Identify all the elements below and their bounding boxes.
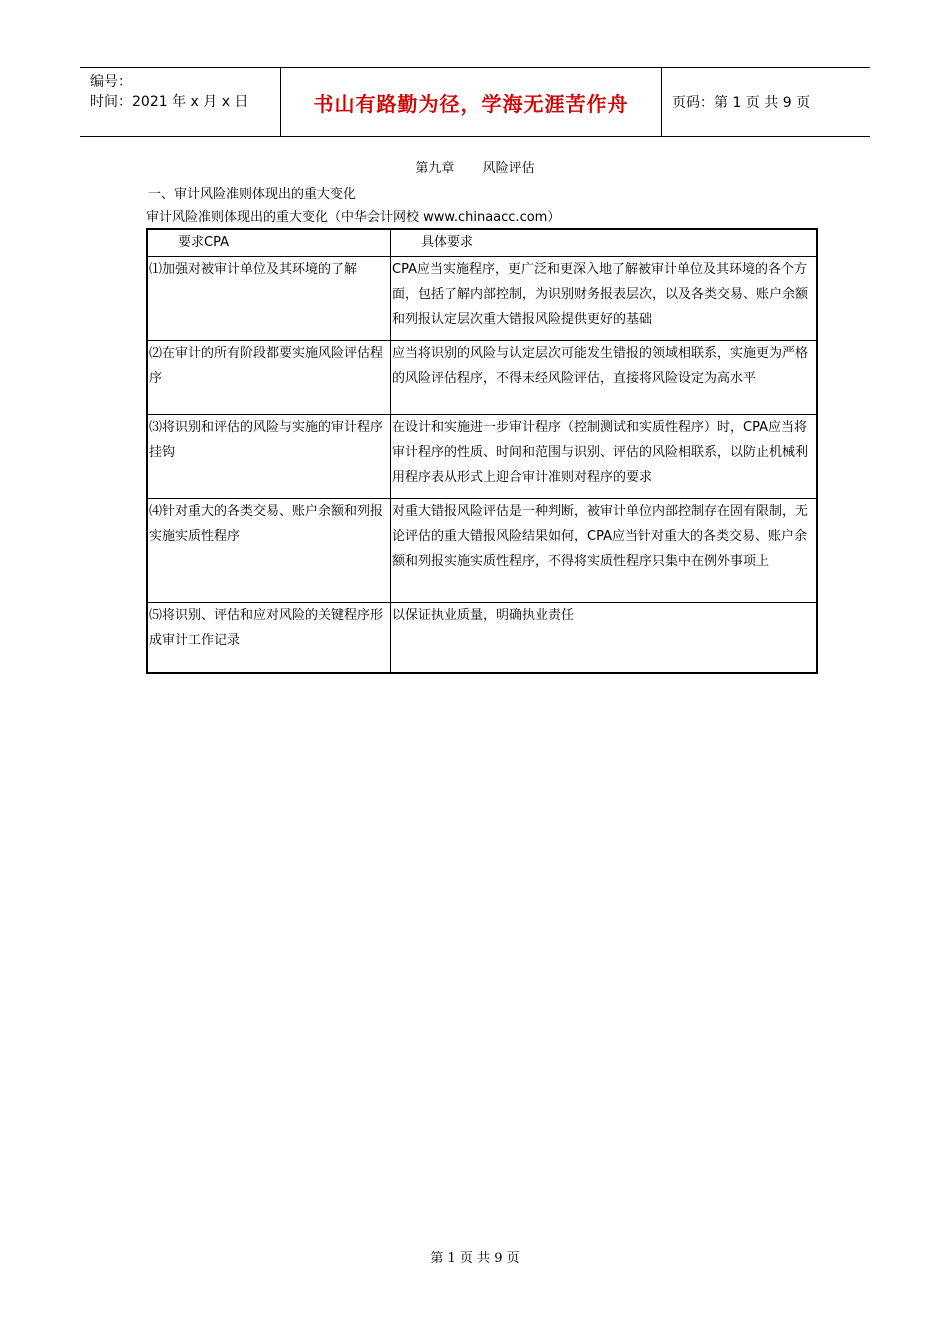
requirement-cell: ⑷针对重大的各类交易、账户余额和列报实施实质性程序 bbox=[147, 499, 391, 603]
requirement-cell: ⑸将识别、评估和应对风险的关键程序形成审计工作记录 bbox=[147, 603, 391, 673]
page-header bbox=[80, 67, 870, 137]
table-row bbox=[147, 603, 817, 673]
header-motto: 书山有路勤为径，学海无涯苦作舟 bbox=[281, 68, 662, 136]
table-caption: 审计风险准则体现出的重大变化（中华会计网校 www.chinaacc.com） bbox=[146, 210, 561, 225]
chapter-number: 第九章 bbox=[415, 161, 455, 176]
detail-cell: 在设计和实施进一步审计程序（控制测试和实质性程序）时，CPA应当将审计程序的性质、时间和范围与识别、评估的风险相联系，以防止机械利用程序表从形式上迎合审计准则对程序的要求 bbox=[391, 415, 818, 499]
table-header-row bbox=[147, 229, 817, 257]
page-footer: 第 1 页 共 9 页 bbox=[430, 1251, 520, 1266]
chapter-heading bbox=[0, 157, 950, 176]
header-meta bbox=[80, 68, 281, 136]
chapter-title: 风险评估 bbox=[482, 161, 535, 176]
table-header-cell: 具体要求 bbox=[391, 229, 818, 257]
table-row bbox=[147, 415, 817, 499]
detail-cell: 以保证执业质量，明确执业责任 bbox=[391, 603, 818, 673]
requirement-cell: ⑶将识别和评估的风险与实施的审计程序挂钩 bbox=[147, 415, 391, 499]
detail-cell: 对重大错报风险评估是一种判断，被审计单位内部控制存在固有限制，无论评估的重大错报风险结果如何，CPA应当针对重大的各类交易、账户余额和列报实施实质性程序，不得将实质性程序只集中在例外事项上 bbox=[391, 499, 818, 603]
table-header-cell: 要求CPA bbox=[147, 229, 391, 257]
table-row bbox=[147, 257, 817, 341]
table-row bbox=[147, 341, 817, 415]
requirement-cell: ⑵在审计的所有阶段都要实施风险评估程序 bbox=[147, 341, 391, 415]
detail-cell: CPA应当实施程序，更广泛和更深入地了解被审计单位及其环境的各个方面，包括了解内部控制，为识别财务报表层次，以及各类交易、账户余额和列报认定层次重大错报风险提供更好的基础 bbox=[391, 257, 818, 341]
table-row bbox=[147, 499, 817, 603]
requirements-table bbox=[146, 228, 818, 674]
document-date: 时间：2021 年 x 月 x 日 bbox=[90, 94, 249, 110]
header-page-info: 页码：第 1 页 共 9 页 bbox=[672, 95, 811, 111]
requirement-cell: ⑴加强对被审计单位及其环境的了解 bbox=[147, 257, 391, 341]
document-number-label: 编号： bbox=[90, 74, 132, 90]
section-title: 一、审计风险准则体现出的重大变化 bbox=[148, 187, 357, 202]
detail-cell: 应当将识别的风险与认定层次可能发生错报的领域相联系，实施更为严格的风险评估程序，不得未经风险评估，直接将风险设定为高水平 bbox=[391, 341, 818, 415]
